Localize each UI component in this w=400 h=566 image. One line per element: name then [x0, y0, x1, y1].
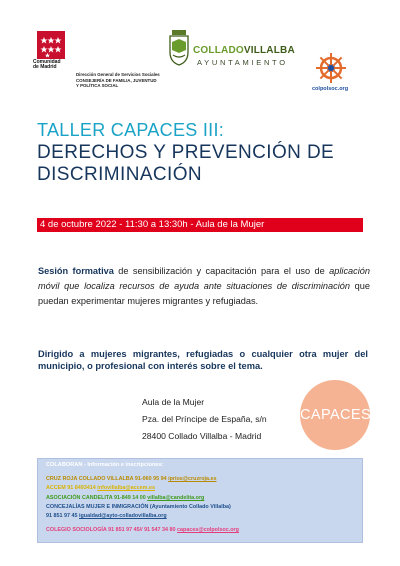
capaces-badge: CAPACES	[300, 380, 370, 450]
taller-title: TALLER CAPACES III:	[37, 120, 225, 140]
cv-word2: VILLALBA	[243, 45, 295, 56]
candelita-email-link[interactable]: villalba@candelita.org	[147, 495, 205, 501]
dir-line: Y POLÍTICA SOCIAL	[76, 83, 119, 89]
colpolsoc-label: colpolsoc.org	[312, 86, 349, 92]
intro-italic: aplicación móvil que localiza recursos de ayuda ante situaciones de discriminación	[38, 266, 371, 291]
collab-accem	[46, 485, 155, 491]
collado-villalba-title	[193, 45, 295, 56]
dir-line: Dirección General de Servicios Sociales	[76, 72, 160, 77]
intro-paragraph	[38, 264, 370, 309]
dir-line: CONSEJERÍA DE FAMILIA, JUVENTUD	[76, 77, 157, 83]
date-time-bar: 4 de octubre 2022 - 11:30 a 13:30h - Aula de la Mujer	[37, 218, 363, 232]
intro-lead: Sesión formativa	[38, 266, 114, 276]
cruz-roja-email-link[interactable]: iprios@cruzroja.es	[168, 476, 217, 482]
accem-email-link[interactable]: infovillalba@accem.es	[97, 485, 155, 491]
intro-part2: que puedan experimentar mujeres migrantes y refugiadas.	[38, 281, 370, 306]
collab-cruz-roja	[46, 476, 217, 482]
collab-cruz-text: CRUZ ROJA COLLADO VILLALBA 91-060 95 94	[46, 476, 169, 482]
target-audience-paragraph: Dirigido a mujeres migrantes, refugiadas o cualquier otra mujer del municipio, o profesional con interés sobre el tema.	[38, 349, 368, 371]
intro-part1: de sensibilización y capacitación para el uso de	[113, 266, 330, 276]
collab-candelita-text: ASOCIACIÓN CANDELITA 91-849 14 00	[46, 495, 148, 501]
address-line: Pza. del Príncipe de España, s/n	[142, 414, 267, 424]
collab-candelita	[46, 495, 204, 501]
concejalias-phone: 91 851 97 45	[46, 513, 79, 519]
collaborators-box	[37, 458, 363, 543]
collaborators-title: COLABORAN - Información e inscripciones:	[46, 462, 164, 468]
address-line: Aula de la Mujer	[142, 397, 205, 407]
ayuntamiento-label: AYUNTAMIENTO	[197, 58, 288, 67]
collab-concejalias: CONCEJALÍAS MUJER E INMIGRACIÓN (Ayuntamiento Collado Villalba)	[46, 504, 231, 510]
capaces-email-link[interactable]: capaces@colpolsoc.org	[177, 527, 239, 533]
direccion-general-text	[76, 72, 160, 89]
cv-word1: COLLADO	[193, 45, 244, 56]
collab-concejalias-contact	[46, 513, 167, 519]
comunidad-madrid-label: Comunidad de Madrid	[33, 59, 61, 70]
address-line: 28400 Collado Villalba - Madrid	[142, 431, 262, 441]
igualdad-email-link[interactable]: igualdad@ayto-colladovillalba.org	[78, 513, 167, 519]
collab-accem-text: ACCEM 91 8493414	[46, 485, 98, 491]
comunidad-madrid-logo	[37, 31, 65, 59]
collab-colegio	[46, 527, 239, 533]
taller-subtitle: DERECHOS Y PREVENCIÓN DE DISCRIMINACIÓN	[37, 142, 335, 185]
colpolsoc-helm-icon	[315, 52, 347, 84]
collab-colegio-text: COLEGIO SOCIOLOGÍA 91 851 97 45// 91 547 34 80	[46, 527, 178, 533]
collado-villalba-shield-icon	[168, 30, 190, 66]
address-block	[142, 394, 267, 445]
stars-icon	[37, 31, 65, 59]
